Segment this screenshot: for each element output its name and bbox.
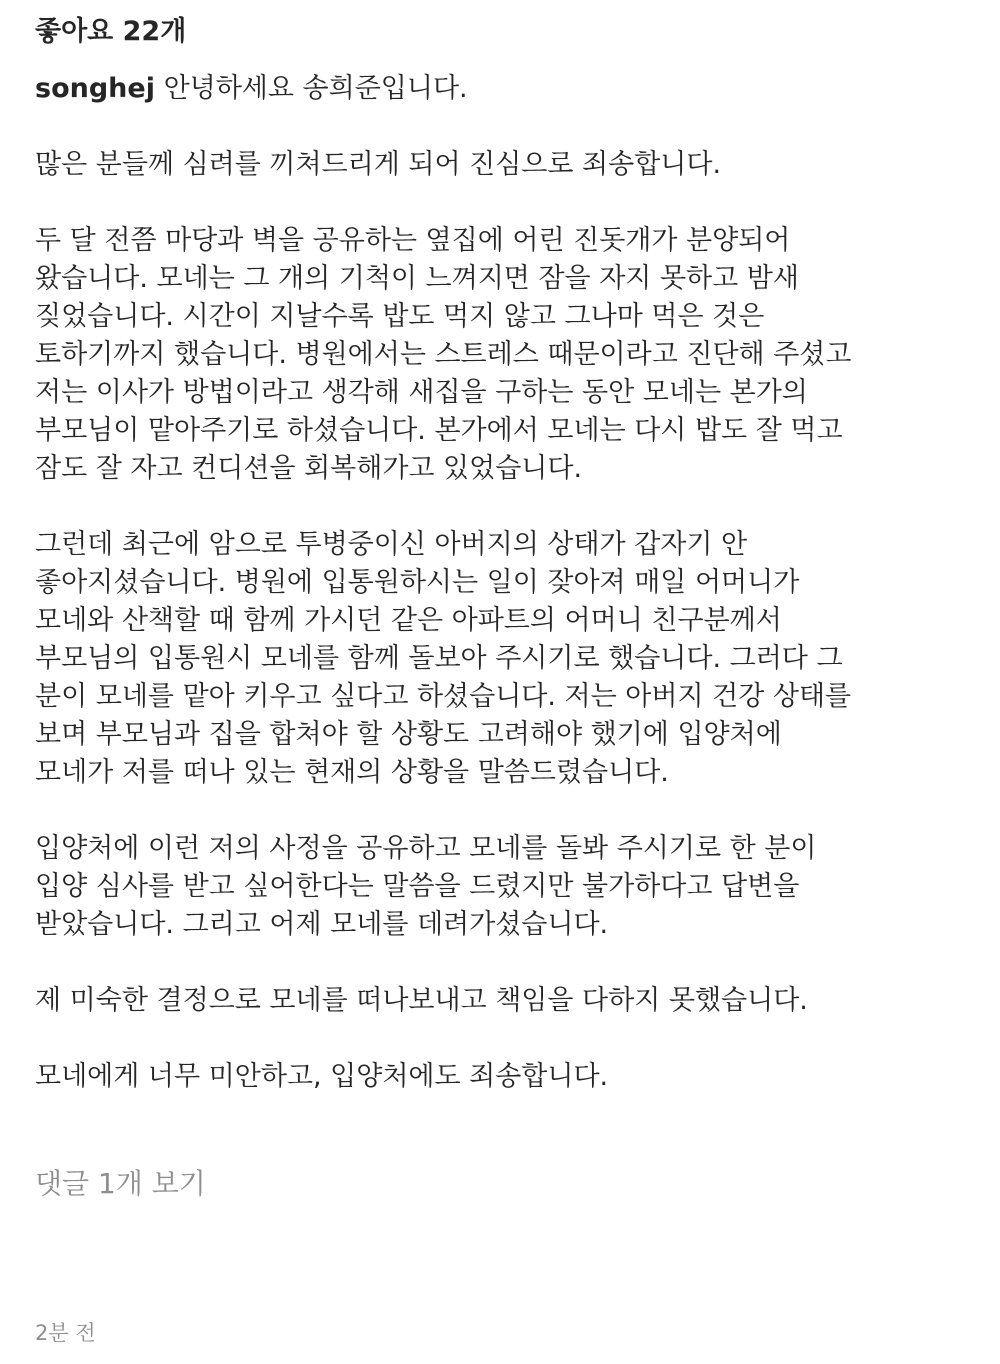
caption-line: 좋아지셨습니다. 병원에 입통원하시는 일이 잦아져 매일 어머니가 (35, 567, 800, 598)
caption-line: 모네가 저를 떠나 있는 현재의 상황을 말씀드렸습니다. (35, 757, 669, 788)
caption-line: 잠도 잘 자고 컨디션을 회복해가고 있었습니다. (35, 453, 583, 484)
caption-spacer (35, 792, 985, 830)
caption-spacer (35, 944, 985, 982)
post-timestamp: 2분 전 (35, 1321, 96, 1345)
caption-line: 그런데 최근에 암으로 투병중이신 아버지의 상태가 갑자기 안 (35, 529, 748, 560)
caption-line: 두 달 전쯤 마당과 벽을 공유하는 옆집에 어린 진돗개가 분양되어 (35, 225, 791, 256)
caption-first-line (35, 70, 985, 108)
caption-line: 왔습니다. 모네는 그 개의 기척이 느껴지면 잠을 자지 못하고 밤새 (35, 263, 799, 294)
caption-spacer (35, 184, 985, 222)
like-count[interactable]: 좋아요 22개 (35, 16, 187, 47)
caption-line: 모네와 산책할 때 함께 가시던 같은 아파트의 어머니 친구분께서 (35, 605, 782, 636)
caption-line: 많은 분들께 심려를 끼쳐드리게 되어 진심으로 죄송합니다. (35, 149, 722, 180)
caption-line: 안녕하세요 송희준입니다. (163, 73, 468, 104)
caption-line: 짖었습니다. 시간이 지날수록 밥도 먹지 않고 그나마 먹은 것은 (35, 301, 765, 332)
username[interactable]: songhej (35, 73, 155, 104)
caption-line: 입양처에 이런 저의 사정을 공유하고 모네를 돌봐 주시기로 한 분이 (35, 833, 817, 864)
caption-line: 저는 이사가 방법이라고 생각해 새집을 구하는 동안 모네는 본가의 (35, 377, 808, 408)
caption-line: 받았습니다. 그리고 어제 모네를 데려가셨습니다. (35, 909, 609, 940)
caption-line: 제 미숙한 결정으로 모네를 떠나보내고 책임을 다하지 못했습니다. (35, 985, 808, 1016)
caption-line: 토하기까지 했습니다. 병원에서는 스트레스 때문이라고 진단해 주셨고 (35, 339, 852, 370)
caption-spacer (35, 108, 985, 146)
view-comments-link[interactable]: 댓글 1개 보기 (35, 1167, 206, 1200)
caption-spacer (35, 488, 985, 526)
caption-spacer (35, 1020, 985, 1058)
caption-line: 부모님의 입통원시 모네를 함께 돌보아 주시기로 했습니다. 그러다 그 (35, 643, 843, 674)
caption-line: 입양 심사를 받고 싶어한다는 말씀을 드렸지만 불가하다고 답변을 (35, 871, 800, 902)
caption-line: 부모님이 맡아주기로 하셨습니다. 본가에서 모네는 다시 밥도 잘 먹고 (35, 415, 843, 446)
caption-line: 분이 모네를 맡아 키우고 싶다고 하셨습니다. 저는 아버지 건강 상태를 (35, 681, 852, 712)
caption-line: 보며 부모님과 집을 합쳐야 할 상황도 고려해야 했기에 입양처에 (35, 719, 782, 750)
post-caption (35, 70, 985, 1096)
caption-line: 모네에게 너무 미안하고, 입양처에도 죄송합니다. (35, 1061, 609, 1092)
